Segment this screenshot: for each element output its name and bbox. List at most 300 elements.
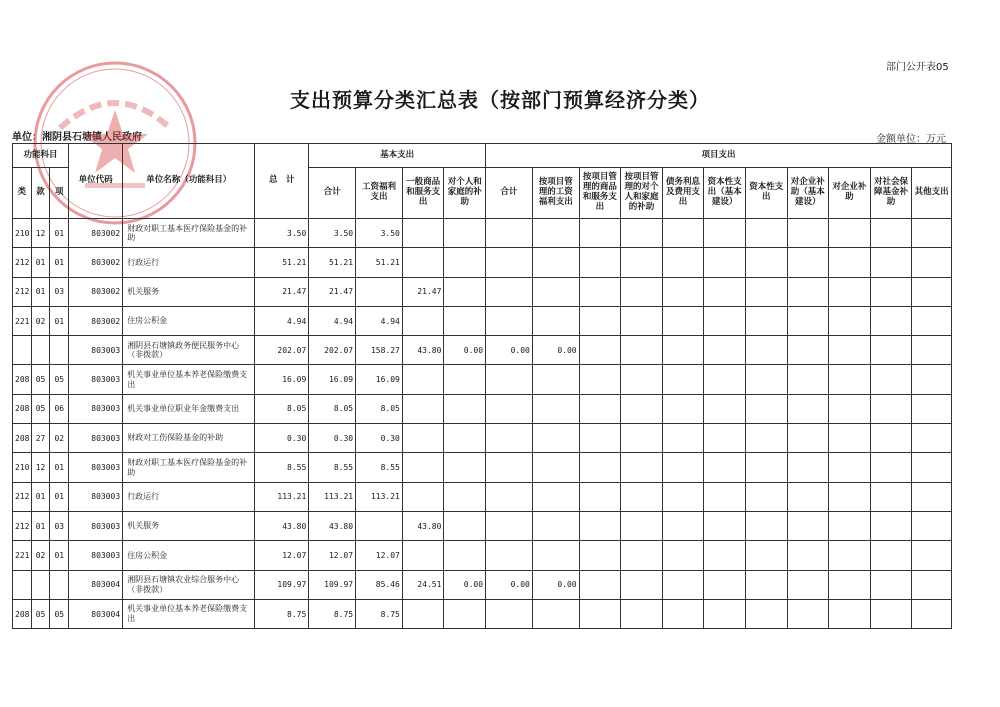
amount-cell: 4.94: [309, 306, 356, 335]
amount-cell: [402, 424, 444, 453]
amount-cell: [486, 541, 533, 570]
lei-cell: 221: [13, 306, 32, 335]
amount-cell: [829, 570, 871, 599]
amount-cell: [787, 424, 829, 453]
unit-name-header: 单位名称（功能科目）: [123, 144, 255, 219]
table-row: [13, 482, 952, 511]
unit-code-cell: 803003: [69, 336, 123, 365]
amount-cell: [745, 306, 787, 335]
amount-cell: [829, 394, 871, 423]
amount-cell: [486, 599, 533, 628]
amount-cell: 0.30: [255, 424, 309, 453]
amount-cell: 16.09: [356, 365, 403, 394]
amount-cell: [579, 541, 621, 570]
amount-cell: [402, 482, 444, 511]
unit-code-cell: 803003: [69, 453, 123, 482]
amount-cell: [402, 541, 444, 570]
amount-cell: [486, 248, 533, 277]
amount-cell: [870, 453, 912, 482]
lei-header: 类: [13, 168, 32, 219]
xiang-cell: 05: [50, 599, 69, 628]
amount-cell: [444, 541, 486, 570]
amount-cell: [829, 219, 871, 248]
amount-cell: [704, 219, 746, 248]
amount-unit: 金额单位：万元: [876, 134, 946, 145]
amount-cell: [662, 394, 704, 423]
amount-cell: 8.75: [255, 599, 309, 628]
lei-cell: 212: [13, 482, 32, 511]
unit-code-header: 单位代码: [69, 144, 123, 219]
amount-cell: [402, 453, 444, 482]
kuan-cell: 05: [31, 599, 50, 628]
lei-cell: 210: [13, 219, 32, 248]
amount-cell: [787, 482, 829, 511]
amount-cell: [662, 511, 704, 540]
amount-cell: [745, 277, 787, 306]
amount-cell: [532, 277, 579, 306]
amount-cell: [912, 511, 952, 540]
amount-cell: 113.21: [309, 482, 356, 511]
amount-cell: [870, 570, 912, 599]
table-row: [13, 365, 952, 394]
amount-cell: [912, 599, 952, 628]
kuan-cell: 27: [31, 424, 50, 453]
kuan-cell: [31, 336, 50, 365]
amount-cell: [870, 394, 912, 423]
amount-cell: [444, 511, 486, 540]
project-salary-header: 按项目管理的工资福利支出: [532, 168, 579, 219]
amount-cell: 8.75: [309, 599, 356, 628]
amount-cell: [662, 599, 704, 628]
unit-name-cell: 财政对工伤保险基金的补助: [123, 424, 255, 453]
amount-cell: [829, 599, 871, 628]
amount-cell: [621, 277, 663, 306]
amount-cell: [532, 482, 579, 511]
amount-cell: [532, 306, 579, 335]
amount-cell: [745, 482, 787, 511]
goods-services-header: 一般商品和服务支出: [402, 168, 444, 219]
table-row: [13, 277, 952, 306]
amount-cell: [787, 336, 829, 365]
amount-cell: [444, 306, 486, 335]
amount-cell: [402, 365, 444, 394]
xiang-cell: 01: [50, 482, 69, 511]
unit-code-cell: 803003: [69, 511, 123, 540]
amount-cell: [787, 570, 829, 599]
xiang-cell: 02: [50, 424, 69, 453]
amount-cell: [787, 453, 829, 482]
amount-cell: [704, 511, 746, 540]
amount-cell: [579, 306, 621, 335]
amount-cell: [870, 599, 912, 628]
amount-cell: [579, 482, 621, 511]
amount-cell: 3.50: [356, 219, 403, 248]
amount-cell: [532, 248, 579, 277]
amount-cell: 202.07: [255, 336, 309, 365]
project-total-header: 合计: [486, 168, 533, 219]
xiang-cell: [50, 570, 69, 599]
amount-cell: [486, 394, 533, 423]
basic-total-header: 合计: [309, 168, 356, 219]
lei-cell: 210: [13, 453, 32, 482]
amount-cell: [745, 453, 787, 482]
amount-cell: [444, 277, 486, 306]
lei-cell: 208: [13, 424, 32, 453]
func-subject-header: 功能科目: [13, 144, 69, 168]
amount-cell: [704, 277, 746, 306]
amount-cell: [912, 219, 952, 248]
amount-cell: [787, 599, 829, 628]
amount-cell: [662, 541, 704, 570]
amount-cell: [787, 511, 829, 540]
amount-cell: [444, 599, 486, 628]
amount-cell: [402, 248, 444, 277]
amount-cell: [704, 306, 746, 335]
social-security-subsidy-header: 对社会保障基金补助: [870, 168, 912, 219]
amount-cell: 113.21: [255, 482, 309, 511]
amount-cell: [662, 424, 704, 453]
page-title: 支出预算分类汇总表（按部门预算经济分类）: [290, 88, 710, 112]
xiang-cell: 01: [50, 248, 69, 277]
unit-name-cell: 住房公积金: [123, 541, 255, 570]
amount-cell: [870, 511, 912, 540]
amount-cell: 3.50: [309, 219, 356, 248]
unit-code-cell: 803003: [69, 424, 123, 453]
lei-cell: [13, 570, 32, 599]
amount-cell: [579, 511, 621, 540]
amount-cell: 8.75: [356, 599, 403, 628]
unit-name-cell: 机关服务: [123, 511, 255, 540]
amount-cell: 16.09: [255, 365, 309, 394]
amount-cell: [704, 365, 746, 394]
amount-cell: 0.30: [309, 424, 356, 453]
amount-cell: [579, 394, 621, 423]
amount-cell: [787, 541, 829, 570]
amount-cell: [621, 541, 663, 570]
amount-cell: 8.05: [255, 394, 309, 423]
amount-cell: [579, 277, 621, 306]
amount-cell: [444, 424, 486, 453]
amount-cell: 109.97: [309, 570, 356, 599]
amount-cell: [662, 570, 704, 599]
amount-cell: [870, 248, 912, 277]
xiang-cell: 01: [50, 219, 69, 248]
amount-cell: 24.51: [402, 570, 444, 599]
amount-cell: [662, 482, 704, 511]
unit-code-cell: 803003: [69, 394, 123, 423]
amount-cell: [704, 394, 746, 423]
amount-cell: [912, 248, 952, 277]
amount-cell: [532, 541, 579, 570]
amount-cell: 0.00: [486, 336, 533, 365]
amount-cell: [532, 424, 579, 453]
amount-cell: [444, 248, 486, 277]
amount-cell: [402, 219, 444, 248]
amount-cell: [486, 277, 533, 306]
lei-cell: 208: [13, 394, 32, 423]
unit-name-cell: 行政运行: [123, 248, 255, 277]
amount-cell: [532, 219, 579, 248]
amount-cell: [486, 424, 533, 453]
amount-cell: [912, 541, 952, 570]
amount-cell: [621, 219, 663, 248]
kuan-cell: 12: [31, 453, 50, 482]
amount-cell: [912, 453, 952, 482]
form-number: 部门公开表05: [886, 62, 949, 73]
amount-cell: 43.80: [255, 511, 309, 540]
xiang-cell: 05: [50, 365, 69, 394]
amount-cell: 8.55: [356, 453, 403, 482]
amount-cell: [662, 365, 704, 394]
amount-cell: 21.47: [402, 277, 444, 306]
amount-cell: 51.21: [309, 248, 356, 277]
amount-cell: [912, 424, 952, 453]
amount-cell: [621, 306, 663, 335]
enterprise-subsidy-header: 对企业补助: [829, 168, 871, 219]
amount-cell: [579, 336, 621, 365]
capital-construction-header: 资本性支出（基本建设）: [704, 168, 746, 219]
unit-name-cell: 机关事业单位基本养老保险缴费支出: [123, 365, 255, 394]
amount-cell: [912, 570, 952, 599]
amount-cell: [704, 599, 746, 628]
amount-cell: 51.21: [255, 248, 309, 277]
amount-cell: [579, 453, 621, 482]
amount-cell: [745, 219, 787, 248]
amount-cell: [704, 570, 746, 599]
table-row: [13, 394, 952, 423]
other-expense-header: 其他支出: [912, 168, 952, 219]
amount-cell: [829, 482, 871, 511]
amount-cell: [532, 599, 579, 628]
amount-cell: 3.50: [255, 219, 309, 248]
amount-cell: [486, 365, 533, 394]
table-row: [13, 541, 952, 570]
amount-cell: [745, 248, 787, 277]
amount-cell: [486, 511, 533, 540]
amount-cell: [704, 336, 746, 365]
amount-cell: [829, 511, 871, 540]
amount-cell: [662, 336, 704, 365]
amount-cell: [787, 306, 829, 335]
amount-cell: 12.07: [356, 541, 403, 570]
xiang-cell: 01: [50, 306, 69, 335]
amount-cell: [912, 394, 952, 423]
table-row: [13, 336, 952, 365]
amount-cell: [829, 424, 871, 453]
unit-code-cell: 803002: [69, 248, 123, 277]
amount-cell: [870, 306, 912, 335]
amount-cell: [829, 453, 871, 482]
project-expense-header: 项目支出: [486, 144, 952, 168]
amount-cell: [621, 511, 663, 540]
amount-cell: [745, 541, 787, 570]
amount-cell: [402, 394, 444, 423]
amount-cell: 16.09: [309, 365, 356, 394]
amount-cell: [912, 306, 952, 335]
kuan-cell: 01: [31, 277, 50, 306]
table-row: [13, 424, 952, 453]
amount-cell: [579, 248, 621, 277]
debt-interest-header: 债务利息及费用支出: [662, 168, 704, 219]
amount-cell: [621, 570, 663, 599]
amount-cell: 4.94: [255, 306, 309, 335]
amount-cell: 51.21: [356, 248, 403, 277]
amount-cell: [745, 511, 787, 540]
amount-cell: [870, 365, 912, 394]
amount-cell: [829, 541, 871, 570]
amount-cell: [745, 365, 787, 394]
amount-cell: 158.27: [356, 336, 403, 365]
amount-cell: [829, 336, 871, 365]
amount-cell: 21.47: [255, 277, 309, 306]
xiang-cell: 03: [50, 277, 69, 306]
amount-cell: 0.00: [532, 570, 579, 599]
amount-cell: 109.97: [255, 570, 309, 599]
amount-cell: [532, 365, 579, 394]
amount-cell: [787, 248, 829, 277]
amount-cell: [532, 394, 579, 423]
kuan-cell: 12: [31, 219, 50, 248]
capital-expense-header: 资本性支出: [745, 168, 787, 219]
amount-cell: [870, 336, 912, 365]
amount-cell: [745, 570, 787, 599]
amount-cell: [444, 394, 486, 423]
amount-cell: [870, 424, 912, 453]
unit-name-cell: 机关事业单位职业年金缴费支出: [123, 394, 255, 423]
amount-cell: 4.94: [356, 306, 403, 335]
amount-cell: [486, 219, 533, 248]
amount-cell: [662, 277, 704, 306]
project-personal-header: 按项目管理的对个人和家庭的补助: [621, 168, 663, 219]
amount-cell: [870, 541, 912, 570]
amount-cell: [621, 248, 663, 277]
unit-name-cell: 湘阴县石塘镇农业综合服务中心（非拨款）: [123, 570, 255, 599]
amount-cell: 43.80: [402, 336, 444, 365]
table-row: [13, 219, 952, 248]
amount-cell: 43.80: [309, 511, 356, 540]
unit-code-cell: 803003: [69, 482, 123, 511]
amount-cell: [787, 365, 829, 394]
amount-cell: [745, 599, 787, 628]
budget-table: [12, 143, 952, 629]
table-row: [13, 248, 952, 277]
unit-code-cell: 803003: [69, 365, 123, 394]
table-row: [13, 599, 952, 628]
amount-cell: 12.07: [255, 541, 309, 570]
amount-cell: [621, 599, 663, 628]
kuan-cell: 01: [31, 482, 50, 511]
unit-name-cell: 机关事业单位基本养老保险缴费支出: [123, 599, 255, 628]
amount-cell: [704, 424, 746, 453]
amount-cell: [912, 336, 952, 365]
unit-name-cell: 湘阴县石塘镇政务便民服务中心（非拨款）: [123, 336, 255, 365]
lei-cell: 212: [13, 511, 32, 540]
unit-code-cell: 803003: [69, 541, 123, 570]
xiang-cell: 03: [50, 511, 69, 540]
amount-cell: [745, 336, 787, 365]
unit-name-cell: 财政对职工基本医疗保险基金的补助: [123, 453, 255, 482]
kuan-cell: 05: [31, 394, 50, 423]
amount-cell: [870, 482, 912, 511]
amount-cell: [444, 482, 486, 511]
unit-name-cell: 住房公积金: [123, 306, 255, 335]
amount-cell: 43.80: [402, 511, 444, 540]
amount-cell: [745, 394, 787, 423]
amount-cell: [787, 394, 829, 423]
unit-code-cell: 803004: [69, 599, 123, 628]
amount-cell: [621, 453, 663, 482]
amount-cell: [579, 424, 621, 453]
total-header: 总 计: [255, 144, 309, 219]
amount-cell: [829, 306, 871, 335]
project-goods-header: 按项目管理的商品和服务支出: [579, 168, 621, 219]
amount-cell: [532, 453, 579, 482]
amount-cell: 0.00: [532, 336, 579, 365]
amount-cell: [704, 248, 746, 277]
kuan-cell: 01: [31, 248, 50, 277]
amount-cell: [579, 599, 621, 628]
unit-code-cell: 803002: [69, 306, 123, 335]
personal-family-subsidy-header: 对个人和家庭的补助: [444, 168, 486, 219]
kuan-header: 款: [31, 168, 50, 219]
amount-cell: 202.07: [309, 336, 356, 365]
amount-cell: [621, 482, 663, 511]
amount-cell: 0.00: [486, 570, 533, 599]
xiang-cell: 01: [50, 453, 69, 482]
basic-expense-header: 基本支出: [309, 144, 486, 168]
amount-cell: [621, 365, 663, 394]
amount-cell: [402, 599, 444, 628]
enterprise-subsidy-construction-header: 对企业补助（基本建设）: [787, 168, 829, 219]
amount-cell: [704, 541, 746, 570]
amount-cell: [745, 424, 787, 453]
salary-welfare-header: 工资福利支出: [356, 168, 403, 219]
amount-cell: [870, 277, 912, 306]
amount-cell: 8.05: [356, 394, 403, 423]
amount-cell: 113.21: [356, 482, 403, 511]
xiang-cell: 06: [50, 394, 69, 423]
unit-code-cell: 803004: [69, 570, 123, 599]
amount-cell: 21.47: [309, 277, 356, 306]
amount-cell: [486, 482, 533, 511]
amount-cell: [704, 453, 746, 482]
kuan-cell: [31, 570, 50, 599]
amount-cell: [662, 248, 704, 277]
amount-cell: [621, 336, 663, 365]
lei-cell: 208: [13, 365, 32, 394]
amount-cell: [532, 511, 579, 540]
amount-cell: [912, 365, 952, 394]
amount-cell: [829, 248, 871, 277]
lei-cell: 221: [13, 541, 32, 570]
amount-cell: 12.07: [309, 541, 356, 570]
amount-cell: [444, 365, 486, 394]
amount-cell: [829, 365, 871, 394]
unit-code-cell: 803002: [69, 219, 123, 248]
unit-name-cell: 行政运行: [123, 482, 255, 511]
amount-cell: [402, 306, 444, 335]
amount-cell: [356, 511, 403, 540]
kuan-cell: 02: [31, 306, 50, 335]
amount-cell: 85.46: [356, 570, 403, 599]
table-row: [13, 453, 952, 482]
amount-cell: [486, 453, 533, 482]
amount-cell: [704, 482, 746, 511]
amount-cell: 0.00: [444, 570, 486, 599]
kuan-cell: 01: [31, 511, 50, 540]
amount-cell: [662, 306, 704, 335]
xiang-cell: 01: [50, 541, 69, 570]
